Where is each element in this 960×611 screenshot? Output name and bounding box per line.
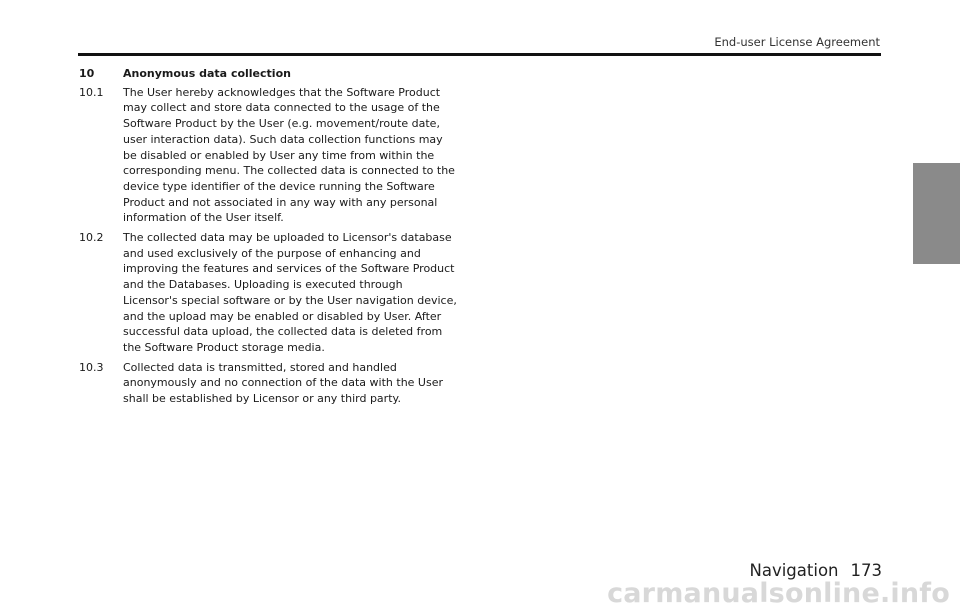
clause-text: Collected data is transmitted, stored and handled anonymously and no connection of the data with the User shall be established by Licensor or any third party. [123, 360, 444, 406]
running-header-title: End-user License Agreement [714, 35, 880, 49]
section-title: Anonymous data collection [123, 67, 291, 80]
clause-number: 10.1 [79, 85, 104, 99]
section-number: 10 [79, 67, 95, 80]
header-divider [78, 53, 881, 56]
site-watermark: carmanualsonline.info [607, 578, 950, 609]
clause [79, 230, 459, 356]
clause [79, 85, 459, 226]
footer-chapter-name: Navigation [749, 561, 839, 580]
chapter-side-tab [913, 163, 960, 264]
clause [79, 360, 459, 407]
section-heading [79, 66, 459, 82]
clause-number: 10.3 [79, 360, 104, 374]
section-content [79, 66, 459, 411]
clause-number: 10.2 [79, 231, 104, 245]
clause-text: The collected data may be uploaded to Licensor's database and used exclusively of the purpose of enhancing and improving the features and services of the Software Product and the Databases. Uploading is executed through Licensor's special software or by the User navigation device, and the upload may be enabled or disabled by User. After successful data upload, the collected data is deleted from the Software Product storage media. [123, 231, 457, 354]
clause-text: The User hereby acknowledges that the Software Product may collect and store data connected to the usage of the Software Product by the User (e.g. movement/route date, user interaction data). Such data collection functions may be disabled or enabled by User any time from within the corresponding menu. The collected data is connected to the device type identifier of the device running the Software Product and not associated in any way with any personal information of the User itself. [123, 85, 455, 225]
page-number: 173 [850, 561, 882, 580]
